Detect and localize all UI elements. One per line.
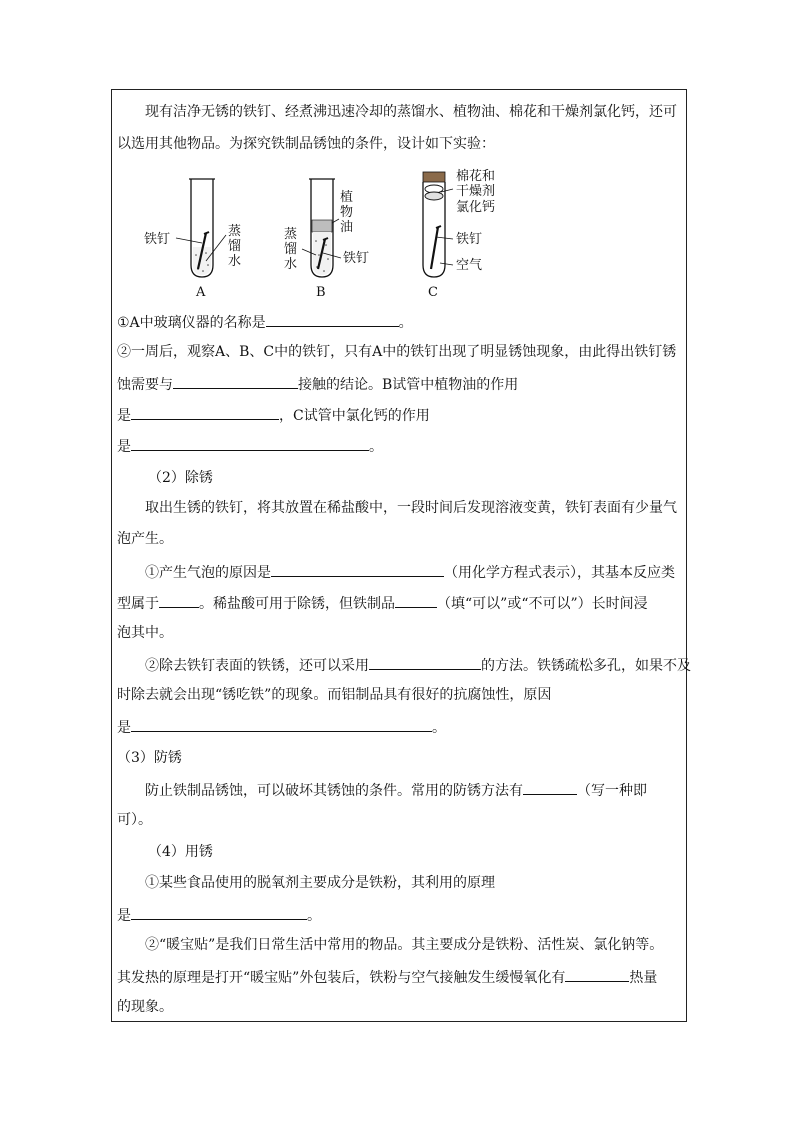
s4-q1-line-1: ①某些食品使用的脱氧剂主要成分是铁粉，其利用的原理 [145, 875, 495, 891]
label-a-water-3: 水 [228, 254, 242, 269]
s4-q2-line-1: ②“暖宝贴”是我们日常生活中常用的物品。其主要成分是铁粉、活性炭、氯化钠等。 [145, 937, 664, 953]
answer-blank[interactable] [131, 404, 279, 420]
section-3-heading: （3）防锈 [117, 750, 182, 766]
answer-blank[interactable] [131, 716, 432, 732]
s2-q1-line-2: 型属于 。稀盐酸可用于除锈，但铁制品 （填“可以”或“不可以”）长时间浸 [117, 592, 648, 614]
label-b-oil-2: 物 [340, 205, 354, 220]
answer-blank[interactable] [369, 654, 481, 670]
answer-blank[interactable] [266, 311, 399, 327]
s3-paragraph-1: 防止铁制品锈蚀，可以破坏其锈蚀的条件。常用的防锈方法有 （写一种即 [145, 779, 647, 801]
q2-line-2: 蚀需要与 接触的结论。B试管中植物油的作用 [117, 373, 518, 395]
label-a-water-1: 蒸 [228, 224, 242, 239]
label-b-oil-3: 油 [340, 220, 354, 235]
label-c-nail: 铁钉 [456, 232, 483, 247]
test-tube-b [302, 179, 341, 277]
label-b-water-3: 水 [284, 257, 298, 272]
label-b-oil-1: 植 [340, 190, 354, 205]
label-a-water-2: 馏 [228, 239, 242, 254]
label-c-top-3: 氯化钙 [456, 200, 496, 215]
label-b-nail: 铁钉 [343, 251, 370, 266]
test-tube-a [176, 179, 226, 277]
s4-q1-line-2: 是 。 [117, 904, 321, 926]
label-b-water-2: 馏 [284, 242, 298, 257]
q1-line: ①A中玻璃仪器的名称是 。 [117, 311, 413, 333]
label-b-water-1: 蒸 [284, 227, 298, 242]
s2-paragraph-2: 泡产生。 [117, 531, 173, 547]
answer-blank[interactable] [523, 779, 577, 795]
q2-line-3: 是 ，C试管中氯化钙的作用 [117, 404, 430, 426]
label-c-top-1: 棉花和 [456, 169, 496, 184]
answer-blank[interactable] [173, 373, 298, 389]
q2-line-1: ②一周后，观察A、B、C中的铁钉，只有A中的铁钉出现了明显锈蚀现象，由此得出铁钉锈 [117, 344, 677, 360]
q2-line-4: 是 。 [117, 435, 383, 457]
s2-q2-line-1: ②除去铁钉表面的铁锈，还可以采用 的方法。铁锈疏松多孔，如果不及 [145, 654, 691, 676]
s2-q2-line-3: 是 。 [117, 716, 446, 738]
answer-blank[interactable] [565, 966, 629, 982]
answer-blank[interactable] [131, 904, 307, 920]
s3-paragraph-2: 可）。 [117, 812, 152, 828]
s2-paragraph-1: 取出生锈的铁钉，将其放置在稀盐酸中，一段时间后发现溶液变黄，铁钉表面有少量气 [145, 500, 677, 516]
s4-q2-line-3: 的现象。 [117, 999, 173, 1015]
label-c-letter: C [428, 285, 438, 300]
label-c-top-2: 干燥剂 [456, 184, 496, 199]
s2-q1-line-1: ①产生气泡的原因是 （用化学方程式表示），其基本反应类 [145, 561, 675, 583]
label-a-letter: A [196, 285, 206, 300]
intro-line-1: 现有洁净无锈的铁钉、经煮沸迅速冷却的蒸馏水、植物油、棉花和干燥剂氯化钙，还可 [145, 104, 677, 120]
experiment-figure [140, 165, 500, 305]
s4-q2-line-2: 其发热的原理是打开“暖宝贴”外包装后，铁粉与空气接触发生缓慢氧化有 热量 [117, 966, 657, 988]
label-c-air: 空气 [456, 258, 483, 273]
intro-line-2: 以选用其他物品。为探究铁制品锈蚀的条件，设计如下实验： [117, 136, 495, 152]
label-a-nail: 铁钉 [144, 232, 171, 247]
label-b-letter: B [316, 285, 326, 300]
answer-blank[interactable] [395, 592, 437, 608]
section-4-heading: （4）用锈 [148, 844, 213, 860]
answer-blank[interactable] [271, 561, 444, 577]
answer-blank[interactable] [159, 592, 199, 608]
s2-q1-line-3: 泡其中。 [117, 625, 173, 641]
section-2-heading: （2）除锈 [148, 470, 213, 486]
test-tube-c [423, 172, 453, 277]
answer-blank[interactable] [131, 435, 369, 451]
s2-q2-line-2: 时除去就会出现“锈吃铁”的现象。而铝制品具有很好的抗腐蚀性，原因 [117, 687, 552, 703]
